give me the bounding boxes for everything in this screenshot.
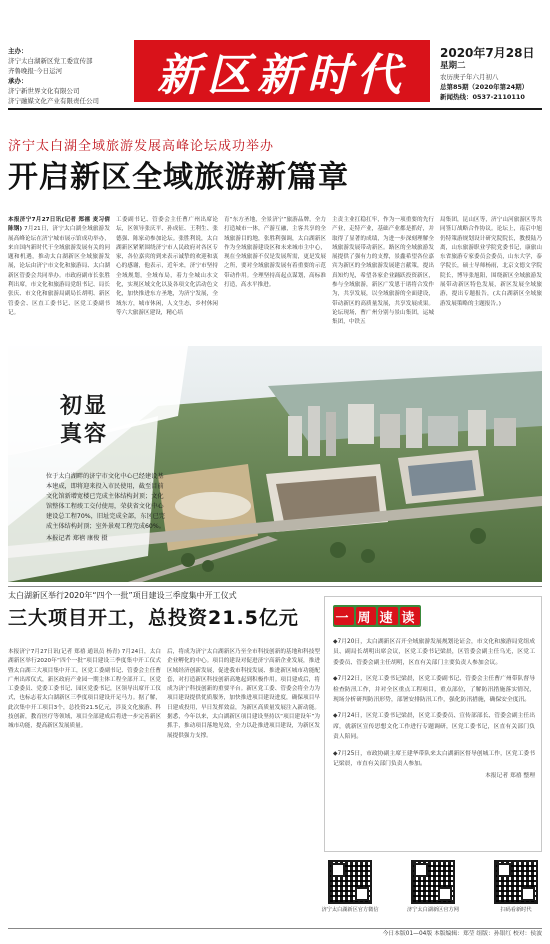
qr-label: 济宁太白湖新区官方网 [407, 907, 459, 913]
masthead [0, 0, 550, 112]
quick-title-char-1: 一 [334, 607, 354, 625]
quick-item: ◆7月22日，区党工委书记梁晨，区党工委副书记、管委会主任曹广州带队督导检查防汛工作，并对全区重点工程项目，重点部位，了解防汛措施落实情况，现场分析研判防汛形势，部署安排防汛工作，强化防汛措施，确保安全度汛。 [333, 676, 535, 704]
qr-code-icon [494, 860, 538, 904]
sponsor-2: 齐鲁晚报·今日运河 [8, 67, 63, 75]
lead-kicker: 济宁太白湖全域旅游发展高峰论坛成功举办 [8, 139, 275, 154]
photo-byline: 本报记者 郑禧 康俊 摄 [46, 535, 108, 542]
issue-date: 2020年7月28日 [440, 46, 535, 60]
organizer-1: 济宁新世界文化有限公司 [8, 87, 80, 95]
logo-text: 新区新时代 [157, 50, 407, 101]
lead-story-body [8, 216, 542, 340]
masthead-date-info [440, 46, 550, 102]
sponsor-1: 济宁太白湖新区党工委宣传部 [8, 57, 93, 65]
organizer-label: 承办： [8, 77, 28, 85]
lead-column-4: 主责主业扛稳扛牢，作为一项重要的先行产业，走特产业，基础产业都是抓好，并取得了显著的成绩，为进一步深刻理解全域旅游发展带动新区。路区的全域旅游发展提供了强有力的支撑，景鑫希望各位嘉宾为新区的全域旅游发展建言献策，提出真知灼见，希望各家企业踊跃投资新区，参与全域旅游，新区广发恩于诸将合发作为，共享发展，以全域旅游的全面建设，带动新区的高质量发展，共享发展成果。论坛现场，曹广州分别与景山集团，运城集团，中铁五 [332, 217, 434, 326]
issue-weekday: 星期二 [440, 61, 466, 71]
newspaper-logo [134, 40, 430, 102]
lead-column-5: 局集团，昆山区等，济宁山河旅游区等共同签订战略合作协议。论坛上，南京中旭仍特策游规划设计研究院院长，教授陆乃离，山东旅游职业学院党委书记，康旅山东省旅游专家委员会委员，山东大学，泰学院长，硕士导师杨雨，北京文德文学院院长，博导张旭阳，围绕新区全域旅游发展带动新区特色发展，新区发展全域旅游，提出专题报告，(太白湖新区全域旅游发展策略的主题报告。) [440, 217, 542, 307]
quick-title-char-2: 周 [356, 607, 376, 625]
quick-item: ◆7月20日，太白湖新区召开全域旅游发展规划论证会，市文化和旅游局党组成员、副局长胡明出席会议，区党工委书记梁晨，区管委会副主任乌光，区党工委委员、管委会副主任胡明，区直有关部门主要负责人参加会议。 [333, 639, 535, 666]
quick-item: ◆7月25日，市政协副主席王建华带队来太白湖新区督导创城工作，区党工委书记梁晨，市直有关部门负责人参加。 [333, 750, 535, 768]
news-hotline: 新闻热线：0537-2110110 [440, 93, 525, 101]
lead-column-text: 7月21日，济宁太白湖全域旅游发展高峰论坛在济宁城市展示馆成功举办，来自国内新时代干全域旅游发展有关的问题和机遇，推动太白湖新区全域旅游发展，论坛由济宁市文化和旅游局、太白湖新区管委会共同举办。市政府副市长张胜利出席，市文化和旅游局党组书记、局长张庆、市文化和旅游局副局长胡明、新区管委会、区直工委书记、区党工委副书记。 [8, 226, 110, 316]
qr-code-newspaper[interactable] [490, 860, 542, 924]
photo-title-line-2: 真容 [60, 421, 109, 447]
aerial-photo-image [8, 346, 542, 582]
lead-story-header [8, 138, 542, 198]
qr-code-website[interactable] [407, 860, 459, 924]
lead-column-2: 工委副书记、管委会主任曹广州出席论坛，区领导张庆平、孙成征、王利生、张德强、陈家动参加论坛。张胜利说，太白湖新区紧紧围绕济宁市人民政府对各区专家，各位嘉宾的到来表示诚挚的欢迎和衷心的感谢，他表示，近年来，济宁市坚持全域规划，全域布局，着力全城山水文化，实现区域文化以及各项文化活动色文化，加快推进东方圣地，为济宁发展，全域东方，城市休闲，人文生态，乡村休闲等六大旅游区建设，精心培 [116, 217, 218, 316]
story2-kicker: 太白湖新区举行2020年“四个一批”项目建设三季度集中开工仪式 [8, 591, 237, 600]
story2-column-2: 后，将成为济宁太白湖新区乃至全市科技创新的基地和科技型企业孵化的中心。项目的建设对促进济宁高新企业发展，推进区域经济创新发展，促进我市科技发展、推进新区城市功能配套，对打造新区科技创新高地起到积极作用。项目建成后，将成为济宁科技创新的重要平台。新区党工委、管委会将全力为项目建设提供优质服务，加快推进项目建设进度，确保项目早日建成投用，早日发挥效益，为新区高质量发展注入新动能。据悉，今年以来，太白湖新区项目建设坚持以“项目建设年”为抓手，推动项目落地见效，全力以赴推进项目建设，为新区发展提供强力支撑。 [167, 649, 320, 739]
quick-read-title [333, 605, 421, 627]
lunar-date: 农历庚子年六月初八 [440, 73, 499, 81]
sponsor-label: 主办： [8, 47, 28, 55]
qr-code-wechat[interactable] [321, 860, 379, 924]
weekly-quick-read-box [324, 596, 542, 852]
qr-code-row [321, 860, 542, 924]
story2-body [8, 648, 320, 914]
issue-number: 总第85期（2020年第24期） [440, 83, 529, 91]
organizer-2: 济宁融媒文化产业有限责任公司 [8, 97, 99, 105]
masthead-sponsors [8, 46, 126, 106]
qr-code-icon [411, 860, 455, 904]
section-divider [8, 586, 542, 587]
masthead-rule [8, 108, 542, 110]
photo-caption-text: 位于太白湖畔的济宁市文化中心已经建设基本建成，即将迎来投入市民使用，截至目前文化馆新增宽楼已完成主体结构封顶；文化馆整体工程竣工交付使用，荣获省文化中心建设总工程70%，旧址完成全部，东区已完成主体结构封顶；室外景观工程完成60%。 [46, 473, 165, 530]
quick-title-char-4: 读 [400, 607, 420, 625]
qr-code-icon [328, 860, 372, 904]
aerial-photo [8, 346, 542, 582]
story2-headline: 三大项目开工，总投资21.5亿元 [8, 607, 299, 629]
quick-read-items [333, 637, 535, 782]
quick-item: ◆7月24日，区党工委书记梁晨，区党工委委员、宣传部部长、管委会副主任出席，就新区宣传思想文化工作进行专题调研，区党工委书记，区直有关部门负责人陪同。 [333, 713, 535, 741]
photo-title-line-1: 初显 [60, 393, 109, 419]
photo-caption [46, 472, 166, 544]
lead-byline: 本报济宁7月27日讯(记者 郑禧 麦习倩 陈钢) [8, 217, 110, 233]
quick-read-byline: 本报记者 郑禧 整理 [484, 773, 535, 780]
qr-label: 扫码看新时代 [500, 907, 532, 913]
qr-label: 济宁太白湖新区官方微信 [321, 907, 379, 913]
quick-title-char-3: 速 [378, 607, 398, 625]
lead-headline: 开启新区全域旅游新篇章 [8, 160, 349, 195]
lead-column-1 [8, 216, 110, 340]
page-footer: 今日本版01—04版 本版编辑：郑莹 组版：孙银红 校对：侯波 [8, 928, 542, 940]
lead-column-3: 育“东方圣地，全景济宁”旅游品牌，全力打造城市一体，产游互融，主客共享的全域旅游目的地，张胜利强调，太白湖新区作为全域旅游建设区和未来城市主中心，现在全域旅游不仅是发展所需，更是发展之所，要对全域旅游发展有着重要的示范带动作用。全理坚持高起点谋划，高标准打造，高水平推进。 [224, 217, 326, 289]
story2-column-1: 本报济宁7月27日讯(记者 郑禧 通讯员 杨青) 7月24日，太白湖新区举行2020年“四个一批”项目建设三季度集中开工仪式暨太白湖三大项目集中开工，区党工委副书记、管委会主任曹广州出席仪式，新区政府产业园一期主体工程全部开工，区党工委委员、党委工委书记、园区党委书记，区领导出席开工仪式，也标志着太白湖新区三季度项目建设开足马力。据了解，此次集中开工项目3个，总投资21.5亿元，涉及文化旅游、科技创新，教育医疗等领域，项目全部建成后将进一步完善新区城市功能，提高新区发展质量。 [8, 649, 161, 730]
photo-title [60, 392, 108, 448]
